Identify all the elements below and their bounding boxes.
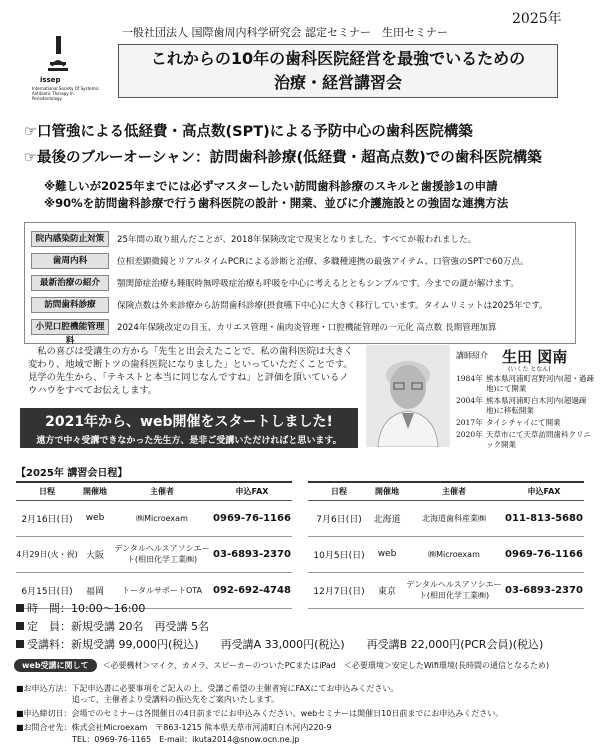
cell-host: ㈱Microexam	[112, 500, 212, 536]
cell-fax: 0969-76-1166	[212, 500, 292, 536]
web-requirements	[14, 659, 549, 672]
col-venue: 開催地	[78, 482, 112, 500]
col-host: 主催者	[404, 482, 504, 500]
feature-row	[31, 316, 569, 346]
fee-text: 受講料：新規受講 99,000円(税込) 再受講A 33,000円(税込) 再受講B 22,000円(PCR会員)(税込)	[27, 638, 544, 651]
career-text: 熊本県河浦町白木河内(超過疎地)に移転開業	[486, 396, 587, 415]
lecturer-ruby: (いくた となん)	[508, 366, 551, 373]
cell-date: 2月16日(日)	[16, 500, 78, 536]
feature-row	[31, 272, 569, 294]
table-header-row	[308, 482, 584, 500]
note-contact: ■お問合せ先：株式会社Microexam 〒863-1215 熊本県天草市河浦町白木河内220-9	[16, 723, 332, 732]
bullet-1: ※難しいが2025年までには必ずマスターしたい訪問歯科診療のスキルと歯援診1の申請	[44, 179, 498, 193]
schedule-table-right	[308, 481, 584, 609]
note-contact-2: TEL：0969-76-1165 E-mail：ikuta2014@snow.ocn.ne.jp	[16, 735, 300, 744]
schedule-table-left	[16, 481, 292, 609]
table-row	[308, 500, 584, 536]
info-fee	[16, 636, 543, 652]
logo-subtext: International Society Of Systemic Antibiotic Therapy In Periodontology	[32, 86, 99, 101]
feature-text: 25年間の取り組んだことが、2018年保険改定で現実となりました。すべてが報われました。	[117, 235, 477, 245]
cell-host: トータルサポートOTA	[112, 572, 212, 608]
cell-date: 6月15日(日)	[16, 572, 78, 608]
cell-host: 北海道歯科産業㈱	[404, 500, 504, 536]
table-row	[308, 572, 584, 608]
headline-1: ☞口管強による低経費・高点数(SPT)による予防中心の歯科医院構築	[24, 124, 473, 140]
schedule-title: 【2025年 講習会日程】	[16, 468, 128, 479]
career-year: 2004年	[456, 396, 483, 405]
note-application: ■お申込方法：下記申込書に必要事項をご記入の上、受講ご希望の主催者宛にFAXにてお申込みください。	[16, 684, 399, 693]
title-line-1: これからの10年の歯科医院経営を最強でいるための	[150, 49, 526, 68]
feature-tag: 訪問歯科診療	[31, 297, 109, 313]
table-row	[16, 536, 292, 572]
career-text: タイシチャイにて開業	[486, 418, 561, 427]
cell-fax: 011-813-5680	[504, 500, 584, 536]
col-fax: 申込FAX	[504, 482, 584, 500]
career-text: 天草市にて天草訪問歯科クリニック開業	[486, 430, 591, 449]
lecturer-name: 生田 図南	[502, 348, 568, 366]
capacity-text: 定 員：新規受講 20名 再受講 5名	[27, 620, 209, 633]
square-bullet-icon	[16, 640, 24, 648]
cell-venue: 北海道	[370, 500, 404, 536]
feature-row	[31, 228, 569, 250]
headline-2: ☞最後のブルーオーシャン：訪問歯科診療(低経費・超高点数)での歯科医院構築	[24, 150, 542, 166]
cell-venue: web	[78, 500, 112, 536]
lecturer-photo	[366, 345, 450, 447]
feature-text: 2024年保険改定の目玉、カリエス管理・歯肉炎管理・口腔機能管理の一元化 高点数 長期管理加算	[117, 323, 497, 333]
cell-date: 7月6日(日)	[308, 500, 370, 536]
issep-logo	[22, 34, 102, 104]
seminar-subtitle: 一般社団法人 国際歯周内科学研究会 認定セミナー 生田セミナー	[122, 26, 448, 39]
bullet-2: ※90%を訪問歯科診療で行う歯科医院の設計・開業、並びに介護施設との強固な連携方法	[44, 196, 509, 210]
feature-text: 顎関節症治療も睡眠時無呼吸症治療も呼吸を中心に考えるとともシンプルです。今までの謎が解けます。	[117, 279, 519, 289]
intro-text: 私の喜びは受講生の方から「先生と出会えたことで、私の歯科医院は大きく変わり、地域で断トツの歯科医院になりました」といっていただくことです。見学の先生から、「テキストと本当に同じなんですね」と評価を頂いているノウハウをすべてお伝えします。	[28, 346, 354, 396]
portrait-icon	[366, 345, 450, 447]
page-title	[118, 44, 558, 98]
feature-row	[31, 250, 569, 272]
info-capacity	[16, 618, 209, 634]
time-text: 時 間：10:00～16:00	[27, 602, 146, 615]
col-date: 日程	[16, 482, 78, 500]
square-bullet-icon	[16, 622, 24, 630]
feature-tag: 院内感染防止対策	[31, 231, 109, 247]
intro-paragraph	[28, 345, 356, 397]
cell-date: 12月7日(日)	[308, 572, 370, 608]
square-bullet-icon	[16, 604, 24, 612]
col-fax: 申込FAX	[212, 482, 292, 500]
cell-fax: 0969-76-1166	[504, 536, 584, 572]
feature-text: 保険点数は外来診療から訪問歯科診療(摂食嚥下中心)に大きく移行しています。タイムリミットは2025年です。	[117, 301, 548, 311]
cell-fax: 03-6893-2370	[212, 536, 292, 572]
web-banner-title: 2021年から、web開催をスタートしました!	[45, 414, 333, 430]
table-row	[16, 500, 292, 536]
logo-name: issep	[40, 76, 61, 84]
col-host: 主催者	[112, 482, 212, 500]
note-application-2: 追って、主催者より受講料の振込先をご案内いたします。	[16, 695, 280, 704]
lecturer-role: 講師紹介	[456, 351, 488, 360]
year-label: 2025年	[512, 11, 562, 27]
col-venue: 開催地	[370, 482, 404, 500]
web-need-text: ＜必要機材＞マイク、カメラ、スピーカーのついたPCまたはiPad ＜必要環境＞安定したWifi環境(長時間の通信となるため)	[102, 661, 550, 670]
career-text: 熊本県河浦町宮野河内(超・過疎地)にて開業	[486, 374, 594, 393]
table-header-row	[16, 482, 292, 500]
col-date: 日程	[308, 482, 370, 500]
cell-venue: 大阪	[78, 536, 112, 572]
table-row	[308, 536, 584, 572]
cell-host: デンタルヘルスアソシエート(相田化学工業㈱)	[112, 536, 212, 572]
note-deadline: ■申込締切日：会場でのセミナーは各開催日の4日前までにお申込みください。webセミナーは開催日10日前までにお申込みください。	[16, 709, 504, 718]
cell-venue: 福岡	[78, 572, 112, 608]
cell-host: ㈱Microexam	[404, 536, 504, 572]
cell-venue: 東京	[370, 572, 404, 608]
career-year: 2017年	[456, 418, 483, 427]
info-time	[16, 600, 145, 616]
web-banner-sub: 遠方で中々受講できなかった先生方、是非ご受講いただければと思います。	[36, 436, 342, 446]
title-line-2: 治療・経営講習会	[273, 73, 402, 92]
web-need-label: web受講に関して	[14, 659, 97, 672]
career-year: 2020年	[456, 430, 483, 439]
web-banner	[20, 408, 358, 448]
feature-tag: 最新治療の紹介	[31, 275, 109, 291]
feature-row	[31, 294, 569, 316]
cell-fax: 03-6893-2370	[504, 572, 584, 608]
cell-date: 4月29日(火・祝)	[16, 536, 78, 572]
feature-tag: 歯周内科	[31, 253, 109, 269]
cell-host: デンタルヘルスアソシエート(相田化学工業㈱)	[404, 572, 504, 608]
feature-tag: 小児口腔機能管理料	[31, 319, 109, 335]
feature-list	[24, 222, 576, 344]
cell-fax: 092-692-4748	[212, 572, 292, 608]
microscope-icon	[48, 36, 68, 72]
feature-text: 位相差顕微鏡とリアルタイムPCRによる診断と治療、多職種連携の最強アイテム、口管強のSPTで60万点。	[117, 257, 529, 267]
career-year: 1984年	[456, 374, 483, 383]
cell-venue: web	[370, 536, 404, 572]
cell-date: 10月5日(日)	[308, 536, 370, 572]
